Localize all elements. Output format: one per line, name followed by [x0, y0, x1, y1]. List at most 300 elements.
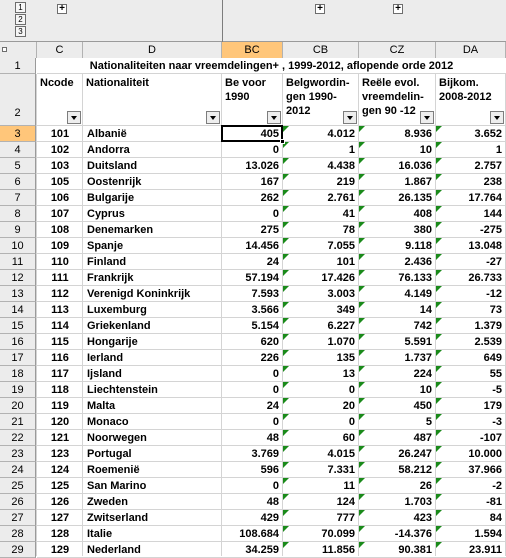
cell-bc[interactable]: 0	[272, 480, 279, 492]
cell-bc[interactable]: 13.026	[245, 160, 279, 172]
error-indicator-icon	[436, 398, 442, 404]
filter-dropdown-button[interactable]	[267, 111, 281, 124]
error-indicator-icon	[283, 430, 289, 436]
error-indicator-icon	[359, 462, 365, 468]
error-indicator-icon	[359, 526, 365, 532]
cell-bc[interactable]: 24	[266, 400, 279, 412]
cell-ncode[interactable]: 129	[50, 544, 70, 556]
row-header[interactable]: 3	[0, 126, 36, 142]
cell-ncode[interactable]: 103	[50, 160, 70, 172]
row-header[interactable]: 27	[0, 510, 36, 526]
cell-cb[interactable]: 17.426	[321, 272, 355, 284]
cell-da[interactable]: -12	[486, 288, 502, 300]
row-header[interactable]: 5	[0, 158, 36, 174]
row-header[interactable]: 8	[0, 206, 36, 222]
cell-bc[interactable]: 167	[260, 176, 279, 188]
cell-da[interactable]: 2.757	[474, 160, 502, 172]
cell-nationality[interactable]: Ierland	[87, 352, 124, 364]
error-indicator-icon	[283, 510, 289, 516]
error-indicator-icon	[359, 238, 365, 244]
error-indicator-icon	[436, 542, 442, 548]
cell-cz[interactable]: 8.936	[404, 128, 432, 140]
cell-cb[interactable]: 0	[348, 384, 355, 396]
fill-handle[interactable]	[280, 139, 285, 144]
error-indicator-icon	[436, 430, 442, 436]
cell-ncode[interactable]: 108	[50, 224, 70, 236]
row-header[interactable]: 19	[0, 382, 36, 398]
cell-bc[interactable]: 405	[260, 128, 279, 140]
column-header-d[interactable]: D	[83, 42, 222, 58]
cell-bc[interactable]: 429	[260, 512, 279, 524]
error-indicator-icon	[436, 302, 442, 308]
error-indicator-icon	[283, 350, 289, 356]
column-header-cz[interactable]: CZ	[359, 42, 436, 58]
cell-cz[interactable]: 423	[413, 512, 432, 524]
error-indicator-icon	[359, 254, 365, 260]
error-indicator-icon	[283, 238, 289, 244]
error-indicator-icon	[436, 158, 442, 164]
cell-nationality[interactable]: Frankrijk	[87, 272, 134, 284]
header-cz: gen 90 -12	[362, 105, 416, 117]
filter-dropdown-button[interactable]	[490, 111, 504, 124]
filter-dropdown-button[interactable]	[67, 111, 81, 124]
cell-cz[interactable]: 76.133	[398, 272, 432, 284]
cell-cz[interactable]: 9.118	[405, 240, 432, 252]
cell-nationality[interactable]: Roemenië	[87, 464, 140, 476]
cell-ncode[interactable]: 119	[51, 400, 69, 412]
row-header[interactable]: 13	[0, 286, 36, 302]
error-indicator-icon	[436, 222, 442, 228]
cell-nationality[interactable]: Finland	[87, 256, 127, 268]
cell-cb[interactable]: 7.331	[327, 464, 355, 476]
filter-dropdown-button[interactable]	[420, 111, 434, 124]
expand-group-icon[interactable]: +	[57, 4, 67, 14]
cell-cb[interactable]: 6.227	[327, 320, 355, 332]
error-indicator-icon	[283, 542, 289, 548]
cell-ncode[interactable]: 117	[51, 368, 69, 380]
cell-da[interactable]: -5	[492, 384, 502, 396]
cell-bc[interactable]: 3.769	[251, 448, 279, 460]
cell-bc[interactable]: 262	[260, 192, 279, 204]
header-cz: vreemdelin-	[362, 91, 424, 103]
row-header[interactable]: 14	[0, 302, 36, 318]
cell-cb[interactable]: 3.003	[327, 288, 355, 300]
cell-cb[interactable]: 2.761	[327, 192, 355, 204]
outline-collapse-icon[interactable]	[2, 47, 7, 52]
cell-nationality[interactable]: Duitsland	[87, 160, 138, 172]
cell-nationality[interactable]: Luxemburg	[87, 304, 147, 316]
outline-group-divider	[222, 0, 223, 42]
error-indicator-icon	[283, 494, 289, 500]
cell-nationality[interactable]: Zweden	[87, 496, 128, 508]
cell-cb[interactable]: 60	[342, 432, 355, 444]
row-header[interactable]: 26	[0, 494, 36, 510]
cell-da[interactable]: 10.000	[468, 448, 502, 460]
cell-da[interactable]: -3	[492, 416, 502, 428]
header-ncode: Ncode	[40, 77, 74, 89]
error-indicator-icon	[436, 206, 442, 212]
cell-ncode[interactable]: 116	[51, 352, 69, 364]
error-indicator-icon	[283, 126, 289, 132]
cell-cz[interactable]: 408	[413, 208, 432, 220]
outline-bar	[0, 0, 506, 42]
error-indicator-icon	[359, 542, 365, 548]
error-indicator-icon	[436, 142, 442, 148]
outline-level-2-button[interactable]: 2	[15, 14, 26, 25]
cell-nationality[interactable]: Spanje	[87, 240, 124, 252]
row-header[interactable]: 29	[0, 542, 36, 558]
cell-ncode[interactable]: 120	[50, 416, 70, 428]
error-indicator-icon	[436, 334, 442, 340]
error-indicator-icon	[436, 318, 442, 324]
expand-group-icon[interactable]: +	[393, 4, 403, 14]
cell-ncode[interactable]: 121	[50, 432, 70, 444]
cell-nationality[interactable]: Oostenrijk	[87, 176, 142, 188]
cell-nationality[interactable]: Hongarije	[87, 336, 138, 348]
cell-cz[interactable]: 10	[419, 384, 432, 396]
cell-ncode[interactable]: 106	[50, 192, 70, 204]
cell-cz[interactable]: 16.036	[398, 160, 432, 172]
cell-cb[interactable]: 4.012	[327, 128, 355, 140]
error-indicator-icon	[359, 350, 365, 356]
error-indicator-icon	[436, 190, 442, 196]
error-indicator-icon	[436, 286, 442, 292]
error-indicator-icon	[359, 414, 365, 420]
error-indicator-icon	[436, 270, 442, 276]
cell-bc[interactable]: 48	[266, 432, 279, 444]
error-indicator-icon	[283, 366, 289, 372]
error-indicator-icon	[359, 222, 365, 228]
error-indicator-icon	[283, 254, 289, 260]
cell-bc[interactable]: 620	[260, 336, 279, 348]
cell-cz[interactable]: 1.867	[404, 176, 432, 188]
row-header[interactable]: 28	[0, 526, 36, 542]
error-indicator-icon	[359, 302, 365, 308]
cell-ncode[interactable]: 113	[51, 304, 69, 316]
cell-cb[interactable]: 4.438	[327, 160, 355, 172]
row-header[interactable]: 16	[0, 334, 36, 350]
error-indicator-icon	[283, 174, 289, 180]
error-indicator-icon	[359, 190, 365, 196]
cell-bc[interactable]: 3.566	[251, 304, 279, 316]
error-indicator-icon	[359, 478, 365, 484]
active-cell-cursor[interactable]	[221, 125, 283, 142]
cell-cz[interactable]: 1.703	[404, 496, 432, 508]
cell-cz[interactable]: 58.212	[398, 464, 432, 476]
cell-ncode[interactable]: 110	[51, 256, 69, 268]
cell-da[interactable]: -81	[486, 496, 502, 508]
error-indicator-icon	[283, 382, 289, 388]
cell-cb[interactable]: 70.099	[321, 528, 355, 540]
cell-cb[interactable]: 20	[342, 400, 355, 412]
cell-da[interactable]: 17.764	[468, 192, 502, 204]
cell-bc[interactable]: 48	[266, 496, 279, 508]
cell-cb[interactable]: 135	[336, 352, 355, 364]
cell-ncode[interactable]: 105	[50, 176, 70, 188]
cell-da[interactable]: 3.652	[474, 128, 502, 140]
gridline-horizontal	[37, 73, 506, 74]
cell-cb[interactable]: 41	[342, 208, 355, 220]
cell-da[interactable]: 2.539	[474, 336, 502, 348]
cell-bc[interactable]: 5.154	[251, 320, 279, 332]
row-header[interactable]: 22	[0, 430, 36, 446]
cell-cz[interactable]: 10	[419, 144, 432, 156]
cell-cz[interactable]: 4.149	[404, 288, 432, 300]
error-indicator-icon	[359, 334, 365, 340]
error-indicator-icon	[359, 126, 365, 132]
error-indicator-icon	[436, 446, 442, 452]
cell-cz[interactable]: 5	[425, 416, 432, 428]
header-nationaliteit: Nationaliteit	[86, 77, 149, 89]
cell-cz[interactable]: 26.135	[398, 192, 432, 204]
cell-bc[interactable]: 57.194	[245, 272, 279, 284]
cell-cb[interactable]: 0	[348, 416, 355, 428]
filter-dropdown-button[interactable]	[343, 111, 357, 124]
cell-cb[interactable]: 13	[342, 368, 355, 380]
cell-ncode[interactable]: 112	[51, 288, 69, 300]
error-indicator-icon	[283, 478, 289, 484]
cell-nationality[interactable]: Andorra	[87, 144, 130, 156]
cell-da[interactable]: -107	[479, 432, 502, 444]
cell-cb[interactable]: 7.055	[327, 240, 355, 252]
cell-da[interactable]: 1	[495, 144, 502, 156]
cell-da[interactable]: 26.733	[468, 272, 502, 284]
cell-ncode[interactable]: 126	[50, 496, 70, 508]
cell-bc[interactable]: 596	[260, 464, 279, 476]
error-indicator-icon	[283, 190, 289, 196]
error-indicator-icon	[359, 366, 365, 372]
cell-cb[interactable]: 78	[342, 224, 355, 236]
outline-level-3-button[interactable]: 3	[15, 26, 26, 37]
error-indicator-icon	[436, 414, 442, 420]
cell-cz[interactable]: 1.737	[404, 352, 432, 364]
cell-da[interactable]: 649	[483, 352, 502, 364]
error-indicator-icon	[436, 238, 442, 244]
cell-ncode[interactable]: 111	[51, 272, 69, 284]
cell-ncode[interactable]: 125	[50, 480, 70, 492]
cell-da[interactable]: 37.966	[468, 464, 502, 476]
cell-bc[interactable]: 14.456	[245, 240, 279, 252]
error-indicator-icon	[283, 318, 289, 324]
cell-nationality[interactable]: Albanië	[87, 128, 127, 140]
cell-cb[interactable]: 777	[336, 512, 355, 524]
error-indicator-icon	[359, 430, 365, 436]
error-indicator-icon	[283, 526, 289, 532]
cell-cz[interactable]: 380	[413, 224, 432, 236]
error-indicator-icon	[359, 382, 365, 388]
cell-cz[interactable]: 5.591	[404, 336, 432, 348]
cell-cb[interactable]: 101	[336, 256, 355, 268]
cell-cb[interactable]: 11	[343, 480, 355, 492]
header-cb: gen 1990-	[286, 91, 337, 103]
error-indicator-icon	[359, 510, 365, 516]
cell-nationality[interactable]: Cyprus	[87, 208, 125, 220]
row-header[interactable]: 7	[0, 190, 36, 206]
error-indicator-icon	[283, 462, 289, 468]
cell-cz[interactable]: 450	[413, 400, 432, 412]
column-header-c[interactable]: C	[37, 42, 83, 58]
row-header[interactable]: 2	[0, 74, 36, 126]
error-indicator-icon	[359, 270, 365, 276]
cell-cb[interactable]: 11.856	[321, 544, 355, 556]
cell-bc[interactable]: 0	[272, 208, 279, 220]
error-indicator-icon	[283, 158, 289, 164]
cell-ncode[interactable]: 107	[50, 208, 70, 220]
cell-bc[interactable]: 0	[272, 144, 279, 156]
row-header[interactable]: 6	[0, 174, 36, 190]
cell-da[interactable]: 179	[483, 400, 502, 412]
cell-cz[interactable]: 14	[419, 304, 432, 316]
error-indicator-icon	[359, 174, 365, 180]
cell-ncode[interactable]: 101	[50, 128, 70, 140]
header-cz: Reële evol.	[362, 77, 420, 89]
cell-cz[interactable]: 26.247	[398, 448, 432, 460]
cell-da[interactable]: -275	[479, 224, 502, 236]
header-cb: Belgwordin-	[286, 77, 350, 89]
row-header[interactable]: 15	[0, 318, 36, 334]
header-da: Bijkom.	[439, 77, 479, 89]
cell-da[interactable]: 1.594	[474, 528, 502, 540]
cell-ncode[interactable]: 115	[51, 336, 69, 348]
cell-da[interactable]: -27	[486, 256, 502, 268]
cell-da[interactable]: -2	[492, 480, 502, 492]
cell-ncode[interactable]: 102	[50, 144, 70, 156]
cell-bc[interactable]: 34.259	[245, 544, 279, 556]
cell-da[interactable]: 84	[489, 512, 502, 524]
cell-da[interactable]: 238	[483, 176, 502, 188]
error-indicator-icon	[283, 398, 289, 404]
error-indicator-icon	[436, 174, 442, 180]
row-header[interactable]: 23	[0, 446, 36, 462]
error-indicator-icon	[283, 222, 289, 228]
expand-group-icon[interactable]: +	[315, 4, 325, 14]
row-header[interactable]: 24	[0, 462, 36, 478]
cell-cb[interactable]: 1	[348, 144, 355, 156]
error-indicator-icon	[359, 158, 365, 164]
error-indicator-icon	[436, 254, 442, 260]
cell-bc[interactable]: 108.684	[239, 528, 279, 540]
error-indicator-icon	[436, 126, 442, 132]
cell-ncode[interactable]: 123	[50, 448, 70, 460]
cell-nationality[interactable]: Noorwegen	[87, 432, 147, 444]
cell-nationality[interactable]: Griekenland	[87, 320, 151, 332]
row-header[interactable]: 17	[0, 350, 36, 366]
error-indicator-icon	[436, 462, 442, 468]
cell-ncode[interactable]: 124	[50, 464, 70, 476]
error-indicator-icon	[283, 446, 289, 452]
error-indicator-icon	[359, 142, 365, 148]
outline-level-1-button[interactable]: 1	[15, 2, 26, 13]
error-indicator-icon	[283, 270, 289, 276]
row-header[interactable]: 18	[0, 366, 36, 382]
error-indicator-icon	[436, 382, 442, 388]
cell-cb[interactable]: 219	[336, 176, 355, 188]
cell-cz[interactable]: 487	[413, 432, 432, 444]
cell-cz[interactable]: 26	[419, 480, 432, 492]
error-indicator-icon	[436, 494, 442, 500]
cell-da[interactable]: 73	[489, 304, 502, 316]
error-indicator-icon	[283, 414, 289, 420]
cell-da[interactable]: 13.048	[468, 240, 502, 252]
cell-cb[interactable]: 349	[336, 304, 355, 316]
header-bc: Be voor	[225, 77, 266, 89]
cell-ncode[interactable]: 114	[51, 320, 69, 332]
error-indicator-icon	[359, 398, 365, 404]
error-indicator-icon	[359, 206, 365, 212]
error-indicator-icon	[359, 494, 365, 500]
row-header[interactable]: 21	[0, 414, 36, 430]
filter-dropdown-button[interactable]	[206, 111, 220, 124]
cell-ncode[interactable]: 118	[51, 384, 69, 396]
cell-nationality[interactable]: Monaco	[87, 416, 129, 428]
cell-cb[interactable]: 1.070	[327, 336, 355, 348]
row-header[interactable]: 20	[0, 398, 36, 414]
cell-ncode[interactable]: 128	[50, 528, 70, 540]
cell-cz[interactable]: 224	[413, 368, 432, 380]
cell-nationality[interactable]: Nederland	[87, 544, 141, 556]
row-header[interactable]: 25	[0, 478, 36, 494]
cell-bc[interactable]: 0	[272, 384, 279, 396]
row-header[interactable]: 12	[0, 270, 36, 286]
cell-cz[interactable]: 90.381	[398, 544, 432, 556]
cell-bc[interactable]: 226	[260, 352, 279, 364]
error-indicator-icon	[283, 302, 289, 308]
column-header-bc[interactable]: BC	[222, 42, 283, 58]
cell-nationality[interactable]: Bulgarije	[87, 192, 135, 204]
header-bc: 1990	[225, 91, 250, 103]
error-indicator-icon	[436, 526, 442, 532]
cell-nationality[interactable]: Denemarken	[87, 224, 154, 236]
cell-ncode[interactable]: 127	[50, 512, 70, 524]
cell-cz[interactable]: 742	[413, 320, 432, 332]
cell-da[interactable]: 1.379	[474, 320, 502, 332]
cell-bc[interactable]: 7.593	[251, 288, 279, 300]
row-header[interactable]: 11	[0, 254, 36, 270]
cell-nationality[interactable]: Malta	[87, 400, 116, 412]
error-indicator-icon	[436, 478, 442, 484]
column-header-da[interactable]: DA	[436, 42, 506, 58]
cell-nationality[interactable]: San Marino	[87, 480, 147, 492]
cell-bc[interactable]: 24	[266, 256, 279, 268]
row-header[interactable]: 9	[0, 222, 36, 238]
cell-nationality[interactable]: Portugal	[87, 448, 132, 460]
cell-bc[interactable]: 0	[272, 416, 279, 428]
cell-da[interactable]: 144	[483, 208, 502, 220]
cell-bc[interactable]: 275	[260, 224, 279, 236]
cell-ncode[interactable]: 109	[50, 240, 70, 252]
cell-cz[interactable]: -14.376	[394, 528, 432, 540]
cell-bc[interactable]: 0	[272, 368, 279, 380]
cell-cb[interactable]: 4.015	[327, 448, 355, 460]
cell-nationality[interactable]: Liechtenstein	[87, 384, 158, 396]
cell-nationality[interactable]: Ijsland	[87, 368, 122, 380]
cell-nationality[interactable]: Zwitserland	[87, 512, 149, 524]
row-header[interactable]: 1	[0, 58, 36, 74]
error-indicator-icon	[436, 510, 442, 516]
cell-da[interactable]: 23.911	[468, 544, 502, 556]
cell-nationality[interactable]: Verenigd Koninkrijk	[87, 288, 191, 300]
column-header-cb[interactable]: CB	[283, 42, 359, 58]
cell-cb[interactable]: 124	[336, 496, 355, 508]
row-header[interactable]: 10	[0, 238, 36, 254]
cell-nationality[interactable]: Italie	[87, 528, 113, 540]
row-header[interactable]: 4	[0, 142, 36, 158]
error-indicator-icon	[283, 286, 289, 292]
error-indicator-icon	[359, 318, 365, 324]
cell-da[interactable]: 55	[489, 368, 502, 380]
cell-cz[interactable]: 2.436	[404, 256, 432, 268]
error-indicator-icon	[436, 366, 442, 372]
